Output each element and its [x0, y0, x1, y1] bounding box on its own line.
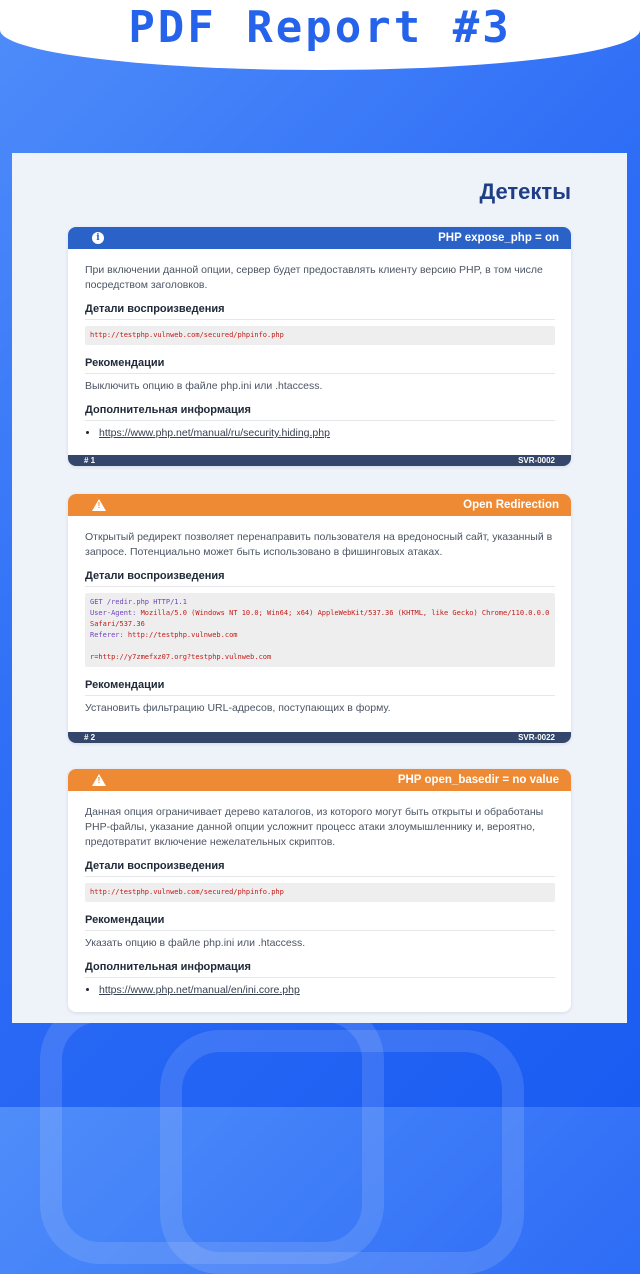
header-key: User-Agent: — [90, 609, 137, 617]
warning-icon: ! — [92, 774, 106, 786]
additional-info-heading: Дополнительная информация — [85, 961, 555, 978]
recommendation-text: Установить фильтрацию URL-адресов, поступающих в форму. — [85, 702, 391, 714]
finding-footer — [68, 455, 571, 466]
recommendation-text: Указать опцию в файле php.ini или .htaccess. — [85, 937, 306, 949]
finding-card — [68, 227, 571, 466]
finding-footer — [68, 732, 571, 743]
reference-link[interactable]: https://www.php.net/manual/en/ini.core.php — [99, 984, 300, 996]
header-key: Referer: — [90, 631, 124, 639]
request-body: r=http://y7zmefxz07.org?testphp.vulnweb.com — [90, 653, 272, 661]
finding-description: Данная опция ограничивает дерево каталогов, из которого могут быть открыты и обработаны PHP-файлы, указание данной опции усложнит процесс атаки злоумышленнику и, вероятно, предотвратит включение нежелательных скриптов. — [85, 806, 544, 848]
reference-list — [85, 984, 555, 996]
recommendations-heading: Рекомендации — [85, 679, 555, 696]
section-title: Детекты — [479, 179, 571, 204]
finding-number: # 1 — [84, 456, 96, 465]
request-code — [85, 593, 555, 667]
report-page — [12, 153, 627, 1023]
list-item — [99, 427, 555, 439]
finding-card — [68, 494, 571, 743]
reference-list — [85, 427, 555, 439]
recommendation-text: Выключить опцию в файле php.ini или .htaccess. — [85, 380, 323, 392]
finding-header — [68, 494, 571, 516]
finding-card — [68, 769, 571, 1012]
header-value: http://testphp.vulnweb.com — [123, 631, 238, 639]
details-heading: Детали воспроизведения — [85, 303, 555, 320]
warning-icon: ! — [92, 499, 106, 511]
reference-link[interactable]: https://www.php.net/manual/ru/security.hiding.php — [99, 427, 330, 439]
finding-number: # 2 — [84, 733, 96, 742]
request-line: GET /redir.php HTTP/1.1 — [90, 598, 187, 606]
additional-info-heading: Дополнительная информация — [85, 404, 555, 421]
header-value: Mozilla/5.0 (Windows NT 10.0; Win64; x64) AppleWebKit/537.36 (KHTML, like Gecko) Chrome/110.0.0.0 Safari/537.36 — [90, 609, 554, 628]
finding-id: SVR-0002 — [518, 456, 555, 465]
finding-header — [68, 227, 571, 249]
report-title: PDF Report #3 — [128, 2, 512, 53]
info-icon: i — [92, 232, 104, 244]
list-item — [99, 984, 555, 996]
details-code: http://testphp.vulnweb.com/secured/phpinfo.php — [85, 883, 555, 902]
finding-title: Open Redirection — [463, 499, 559, 511]
details-heading: Детали воспроизведения — [85, 570, 555, 587]
details-heading: Детали воспроизведения — [85, 860, 555, 877]
background-decoration — [160, 1030, 524, 1274]
recommendations-heading: Рекомендации — [85, 357, 555, 374]
finding-title: PHP expose_php = on — [438, 232, 559, 244]
finding-header — [68, 769, 571, 791]
recommendations-heading: Рекомендации — [85, 914, 555, 931]
finding-description: Открытый редирект позволяет перенаправить пользователя на вредоносный сайт, указанный в запросе. Потенциально может быть использовано в фишинговых атаках. — [85, 531, 553, 558]
finding-title: PHP open_basedir = no value — [397, 774, 559, 786]
finding-description: При включении данной опции, сервер будет предоставлять клиенту версию PHP, в том числе посредством заголовков. — [85, 264, 543, 291]
details-code: http://testphp.vulnweb.com/secured/phpinfo.php — [85, 326, 555, 345]
finding-id: SVR-0022 — [518, 733, 555, 742]
